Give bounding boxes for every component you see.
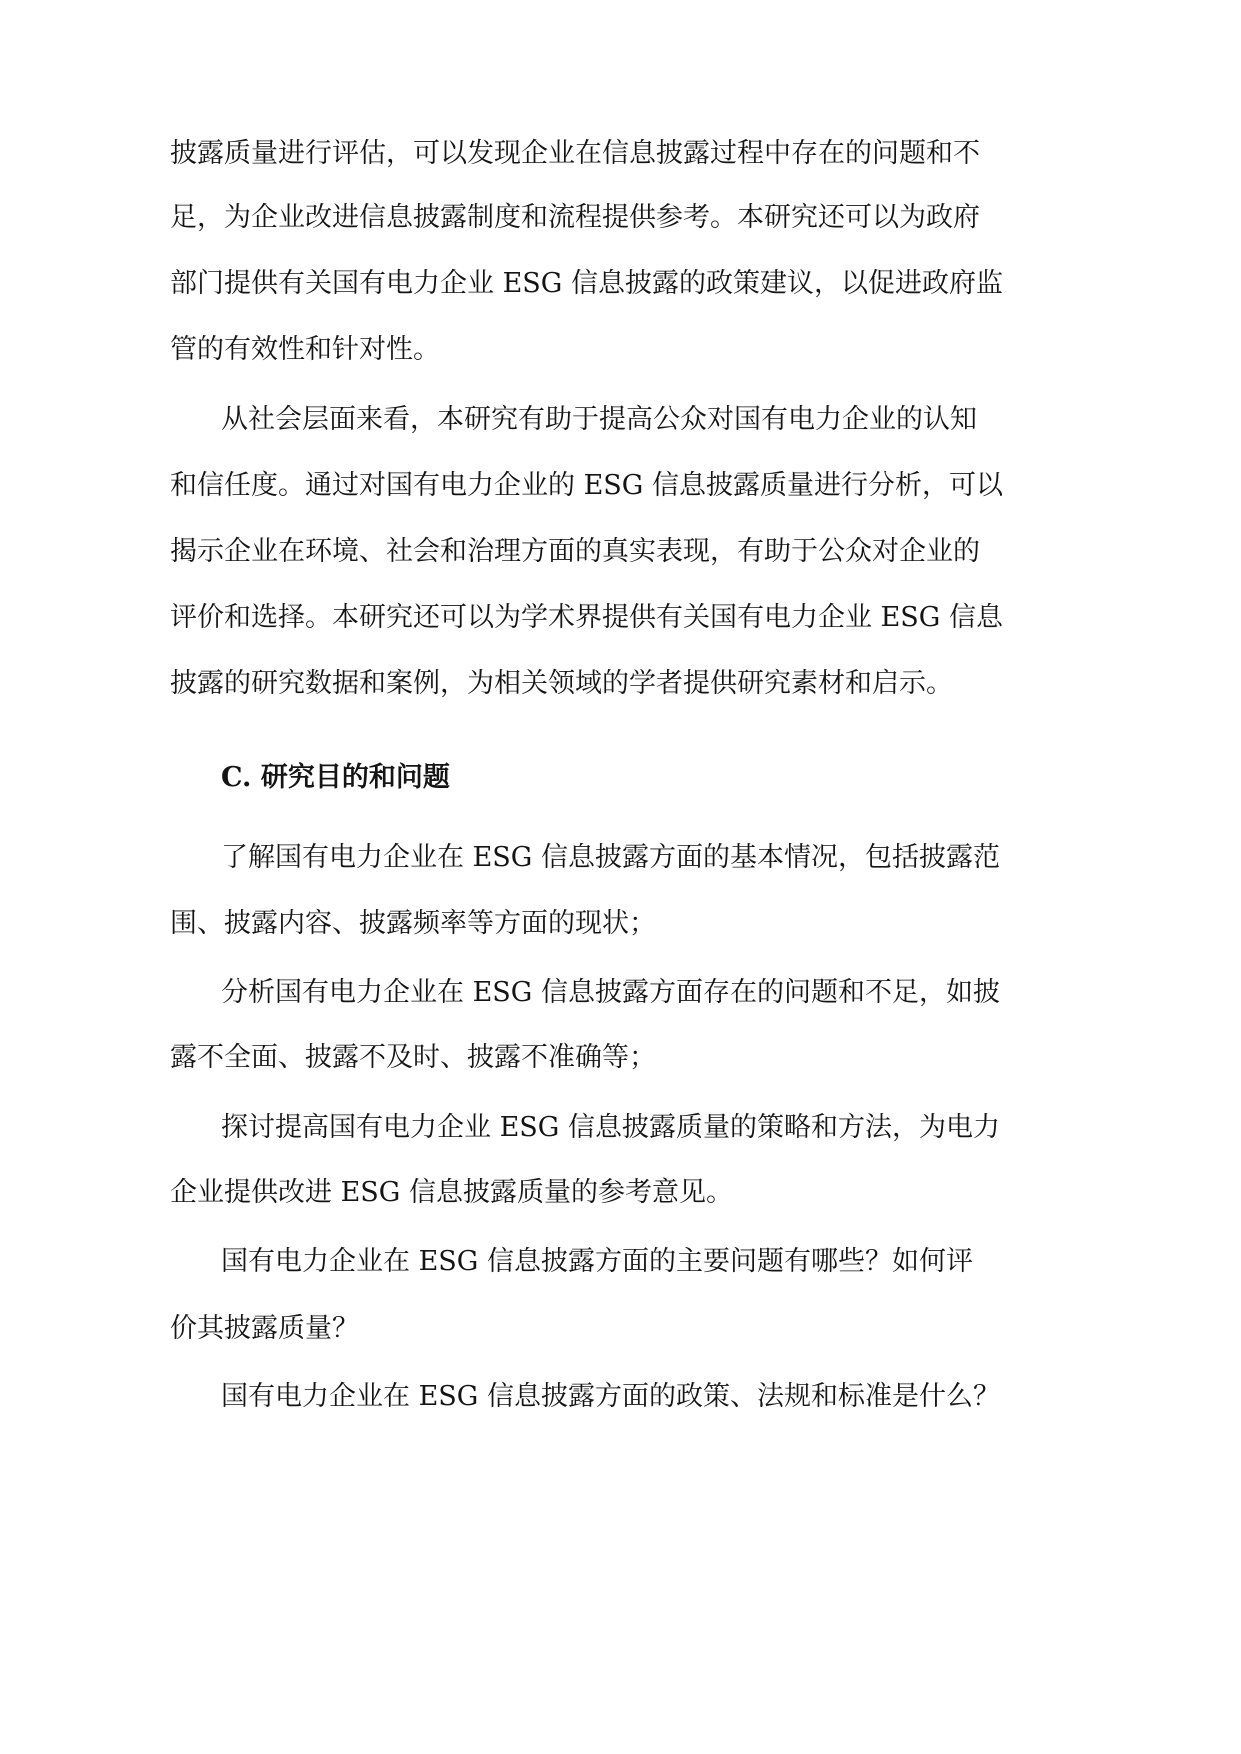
paragraph-line: 了解国有电力企业在 ESG 信息披露方面的基本情况，包括披露范 (221, 842, 1000, 873)
paragraph-line: 揭示企业在环境、社会和治理方面的真实表现，有助于公众对企业的 (170, 536, 980, 567)
section-heading: C. 研究目的和问题 (221, 762, 450, 793)
paragraph-line: 披露的研究数据和案例，为相关领域的学者提供研究素材和启示。 (170, 668, 953, 699)
paragraph-line: 国有电力企业在 ESG 信息披露方面的政策、法规和标准是什么？ (221, 1381, 1000, 1412)
paragraph-line: 从社会层面来看，本研究有助于提高公众对国有电力企业的认知 (221, 404, 977, 435)
paragraph-line: 和信任度。通过对国有电力企业的 ESG 信息披露质量进行分析，可以 (170, 470, 1003, 501)
paragraph-line: 管的有效性和针对性。 (170, 334, 440, 365)
paragraph-line: 围、披露内容、披露频率等方面的现状； (170, 908, 656, 939)
paragraph-line: 探讨提高国有电力企业 ESG 信息披露质量的策略和方法，为电力 (221, 1112, 1000, 1143)
paragraph-line: 露不全面、披露不及时、披露不准确等； (170, 1042, 656, 1073)
paragraph-line: 评价和选择。本研究还可以为学术界提供有关国有电力企业 ESG 信息 (170, 602, 1003, 633)
paragraph-line: 企业提供改进 ESG 信息披露质量的参考意见。 (170, 1177, 733, 1208)
paragraph-line: 部门提供有关国有电力企业 ESG 信息披露的政策建议，以促进政府监 (170, 268, 1003, 299)
paragraph-line: 披露质量进行评估，可以发现企业在信息披露过程中存在的问题和不 (170, 138, 980, 169)
paragraph-line: 分析国有电力企业在 ESG 信息披露方面存在的问题和不足，如披 (221, 977, 1000, 1008)
paragraph-line: 足，为企业改进信息披露制度和流程提供参考。本研究还可以为政府 (170, 202, 980, 233)
paragraph-line: 价其披露质量？ (170, 1313, 359, 1344)
paragraph-line: 国有电力企业在 ESG 信息披露方面的主要问题有哪些？如何评 (221, 1246, 973, 1277)
